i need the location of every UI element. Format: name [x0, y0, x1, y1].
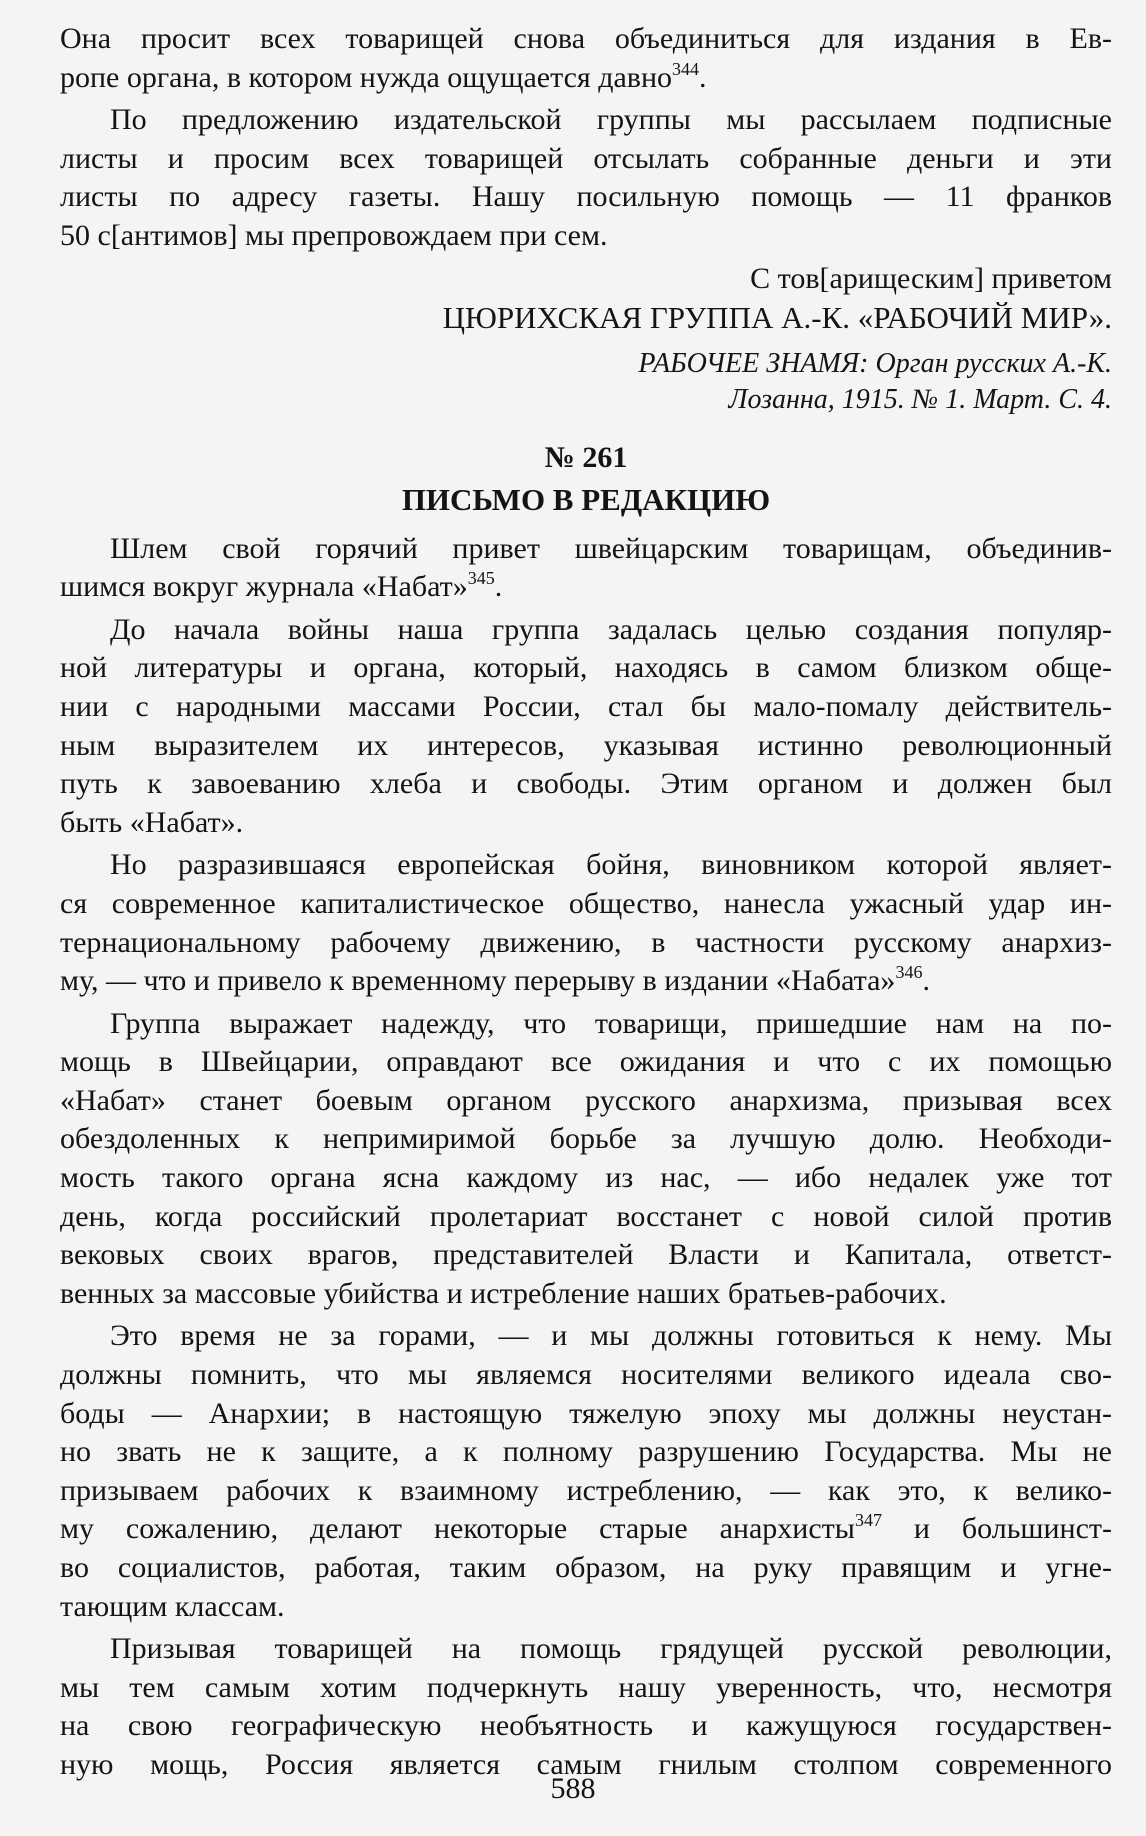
- line-text-tail: .: [494, 570, 503, 604]
- paragraph: [60, 1317, 1112, 1626]
- line-text: но звать не к защите, а к полному разрушению Государства. Мы не: [60, 1435, 1112, 1469]
- text-line: [60, 1549, 1112, 1588]
- line-text: Шлем свой горячий привет швейцарским товарищам, объединив-: [110, 531, 1112, 565]
- line-text-tail: и большинст-: [881, 1512, 1113, 1546]
- line-text: быть «Набат».: [60, 805, 244, 839]
- text-line: [60, 962, 1112, 1001]
- line-text: Она просит всех товарищей снова объединиться для издания в Ев-: [60, 22, 1112, 55]
- line-text: листы по адресу газеты. Нашу посильную помощь — 11 франков: [60, 180, 1112, 214]
- paragraph: [60, 20, 1112, 97]
- line-text: 50 с[антимов] мы препровождаем при сем.: [60, 218, 608, 252]
- line-text: До начала войны наша группа задалась целью создания популяр-: [110, 612, 1112, 646]
- text-line: [60, 1317, 1112, 1356]
- text-line: [60, 1472, 1112, 1511]
- line-text: во социалистов, работая, таким образом, на руку правящим и угне-: [60, 1551, 1112, 1584]
- paragraph: [60, 101, 1112, 255]
- text-line: [60, 1630, 1112, 1669]
- page: [60, 20, 1112, 1789]
- text-line: [60, 649, 1112, 688]
- text-line: [60, 530, 1112, 569]
- signature: ЦЮРИХСКАЯ ГРУППА А.-К. «РАБОЧИЙ МИР».: [442, 299, 1112, 335]
- line-text: мы тем самым хотим подчеркнуть нашу уверенность, что, несмотря: [60, 1670, 1112, 1704]
- line-text: Это время не за горами, — и мы должны готовиться к нему. Мы: [110, 1319, 1112, 1353]
- text-line: [60, 1082, 1112, 1121]
- footnote-ref[interactable]: 344: [672, 58, 699, 79]
- text-line: [60, 1159, 1112, 1198]
- text-line: [60, 804, 1112, 843]
- line-text: Но разразившаяся европейская бойня, виновником которой являет-: [110, 848, 1112, 882]
- text-line: [60, 568, 1112, 607]
- line-text: Группа выражает надежду, что товарищи, пришедшие нам на по-: [110, 1006, 1112, 1040]
- text-line: [60, 924, 1112, 963]
- line-text: венных за массовые убийства и истребление наших братьев-рабочих.: [60, 1276, 947, 1310]
- text-line: [60, 846, 1112, 885]
- footnote-ref[interactable]: 345: [467, 568, 495, 589]
- line-text: мощь в Швейцарии, оправдают все ожидания и что с их помощью: [60, 1045, 1112, 1079]
- footnote-ref[interactable]: 347: [854, 1510, 882, 1531]
- text-line: [60, 1043, 1112, 1082]
- line-text: листы и просим всех товарищей отсылать собранные деньги и эти: [60, 141, 1112, 175]
- footnote-ref[interactable]: 346: [895, 962, 923, 983]
- line-text: обездоленных к непримиримой борьбе за лучшую долю. Необходи-: [60, 1122, 1112, 1156]
- text-line: [60, 101, 1112, 140]
- page-number: 588: [550, 1772, 596, 1805]
- text-line: [60, 1005, 1112, 1044]
- line-text: боды — Анархии; в настоящую тяжелую эпоху мы должны неустан-: [60, 1396, 1112, 1430]
- line-text: му сожалению, делают некоторые старые анархисты: [60, 1512, 855, 1546]
- paragraph: [60, 846, 1112, 1000]
- source-line-1: РАБОЧЕЕ ЗНАМЯ: Орган русских А.-К.: [638, 347, 1112, 379]
- paragraph: [60, 530, 1112, 607]
- paragraph: [60, 1630, 1112, 1784]
- text-line: [60, 688, 1112, 727]
- line-text: тернациональному рабочему движению, в частности русскому анархиз-: [60, 925, 1112, 959]
- line-text: ным выразителем их интересов, указывая истинно революционный: [60, 728, 1112, 762]
- document-title: ПИСЬМО В РЕДАКЦИЮ: [401, 481, 771, 517]
- line-text: му, — что и привело к временному перерыву в издании «Набата»: [60, 964, 896, 998]
- document-number: № 261: [544, 440, 628, 474]
- text-line: [60, 765, 1112, 804]
- text-line: [60, 140, 1112, 179]
- text-line: [60, 1433, 1112, 1472]
- text-line: [60, 1510, 1112, 1549]
- text-line: [60, 1275, 1112, 1314]
- text-line: [60, 59, 1112, 98]
- line-text: должны помнить, что мы являемся носителями великого идеала сво-: [60, 1358, 1112, 1392]
- paragraph: [60, 611, 1112, 843]
- paragraph: [60, 1005, 1112, 1314]
- line-text: ной литературы и органа, который, находясь в самом близком обще-: [60, 651, 1112, 685]
- text-line: [60, 1356, 1112, 1395]
- line-text: нии с народными массами России, стал бы мало-помалу действитель-: [60, 689, 1112, 723]
- text-line: [60, 727, 1112, 766]
- line-text: на свою географическую необъятность и кажущуюся государствен-: [60, 1709, 1112, 1743]
- line-text: Призывая товарищей на помощь грядущей русской революции,: [110, 1632, 1112, 1666]
- line-text: путь к завоеванию хлеба и свободы. Этим органом и должен был: [60, 767, 1112, 801]
- line-text: По предложению издательской группы мы рассылаем подписные: [110, 103, 1112, 137]
- line-text: ся современное капиталистическое общество, нанесла ужасный удар ин-: [60, 886, 1112, 920]
- text-line: [60, 885, 1112, 924]
- text-line: [60, 20, 1112, 59]
- line-text: шимся вокруг журнала «Набат»: [60, 570, 468, 604]
- text-line: [60, 1588, 1112, 1627]
- line-text: призываем рабочих к взаимному истреблению, — как это, к велико-: [60, 1473, 1112, 1507]
- text-line: [60, 178, 1112, 217]
- text-line: [60, 1120, 1112, 1159]
- line-text-tail: .: [699, 60, 707, 94]
- text-line: [60, 217, 1112, 256]
- text-line: [60, 1198, 1112, 1237]
- text-line: [60, 1707, 1112, 1746]
- closing-salutation: С тов[арищеским] приветом: [750, 261, 1112, 295]
- text-line: [60, 1395, 1112, 1434]
- line-text: «Набат» станет боевым органом русского анархизма, призывая всех: [60, 1083, 1112, 1117]
- top-paragraphs: [60, 20, 1112, 256]
- line-text-tail: .: [922, 964, 930, 998]
- line-text: ную мощь, Россия является самым гнилым столпом современного: [60, 1747, 1112, 1781]
- line-text: ропе органа, в котором нужда ощущается давно: [60, 60, 672, 94]
- source-line-2: Лозанна, 1915. № 1. Март. С. 4.: [728, 383, 1112, 415]
- line-text: вековых своих врагов, представителей Власти и Капитала, ответст-: [60, 1238, 1112, 1272]
- line-text: день, когда российский пролетариат восстанет с новой силой против: [60, 1199, 1112, 1233]
- text-line: [60, 1669, 1112, 1708]
- text-line: [60, 611, 1112, 650]
- text-line: [60, 1236, 1112, 1275]
- body-paragraphs: [60, 530, 1112, 1785]
- line-text: мость такого органа ясна каждому из нас, — ибо недалек уже тот: [60, 1161, 1112, 1195]
- line-text: тающим классам.: [60, 1589, 285, 1623]
